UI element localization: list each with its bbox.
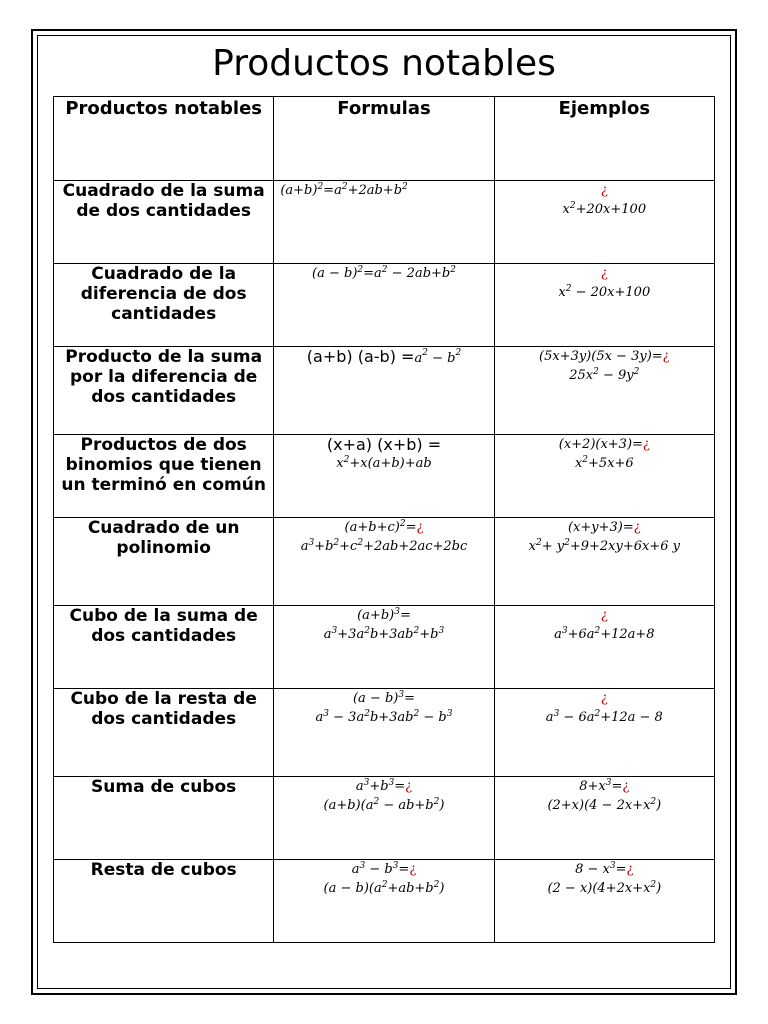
formula-line: $(a+b+c)^2=¿$ [344, 519, 424, 535]
example-cell [494, 264, 714, 347]
products-table [53, 96, 715, 943]
product-name: Cubo de la resta de dos cantidades [54, 689, 274, 777]
page-title: Productos notables [212, 43, 556, 84]
formula-prefix: (a+b) (a-b) = [306, 347, 415, 366]
table-row [54, 435, 715, 518]
example-cell [494, 606, 714, 689]
example-line: $(2+x)(4 - 2x+x^2)$ [547, 797, 662, 813]
example-line: $25x^2 - 9y^2$ [569, 367, 640, 383]
example-cell [494, 689, 714, 777]
formula-line: $(a+b)(a^2 - ab+b^2)$ [323, 797, 445, 813]
formula-line: $a^3+b^2+c^2+2ab+2ac+2bc$ [300, 538, 468, 554]
formula-line: $(a+b)^3=$ [357, 607, 411, 623]
product-name: Cubo de la suma de dos cantidades [54, 606, 274, 689]
formula-line: $a^2 - b^2$ [414, 348, 462, 366]
formula-line: $(a - b)^3=$ [352, 690, 415, 706]
formula-cell [274, 347, 494, 435]
table-row [54, 777, 715, 860]
table-row [54, 689, 715, 777]
table-row [54, 347, 715, 435]
header-examples: Ejemplos [494, 97, 714, 181]
example-cell [494, 518, 714, 606]
example-line: ¿ [600, 608, 608, 623]
product-name: Resta de cubos [54, 860, 274, 943]
table-row [54, 606, 715, 689]
formula-prefix: (x+a) (x+b) = [326, 435, 442, 454]
example-cell [494, 860, 714, 943]
example-cell [494, 435, 714, 518]
example-line: $a^3 - 6a^2+12a - 8$ [545, 709, 663, 725]
example-line: $x^2 - 20x+100$ [558, 284, 651, 300]
product-name: Cuadrado de un polinomio [54, 518, 274, 606]
product-name: Producto de la suma por la diferencia de dos cantidades [54, 347, 274, 435]
table-row [54, 181, 715, 264]
formula-line: $(a - b)^2=a^2 - 2ab+b^2$ [312, 265, 456, 281]
example-line: (x+y+3)=¿ [567, 520, 641, 535]
example-line: $a^3+6a^2+12a+8$ [554, 626, 655, 642]
example-line: ¿ [600, 183, 608, 198]
formula-line: $a^3 - 3a^2b+3ab^2 - b^3$ [315, 709, 453, 725]
formula-cell [274, 606, 494, 689]
example-line: $x^2+ y^2+9+2xy+6x+6$ y [528, 538, 680, 554]
formula-line: $a^3$ − $b^3=¿$ [351, 861, 417, 877]
product-name: Productos de dos binomios que tienen un terminó en común [54, 435, 274, 518]
example-line: (5x+3y)(5x − 3y)=¿ [539, 349, 670, 364]
formula-cell [274, 518, 494, 606]
example-line: $8 - x^3=¿$ [575, 861, 634, 877]
formula-cell [274, 264, 494, 347]
product-name: Cuadrado de la diferencia de dos cantidades [54, 264, 274, 347]
example-cell [494, 181, 714, 264]
table-row [54, 518, 715, 606]
product-name: Cuadrado de la suma de dos cantidades [54, 181, 274, 264]
table-row [54, 264, 715, 347]
formula-line: $(a+b)^2=a^2+2ab+b^2$ [280, 182, 408, 198]
example-line: ¿ [600, 266, 608, 281]
formula-cell [274, 181, 494, 264]
product-name: Suma de cubos [54, 777, 274, 860]
example-line: $x^2+5x+6$ [574, 455, 634, 471]
formula-line: $(a - b)(a^2+ab+b^2)$ [323, 880, 445, 896]
example-line: $8+x^3=¿$ [579, 778, 630, 794]
header-row [54, 97, 715, 181]
formula-line: $a^3+3a^2b+3ab^2+b^3$ [323, 626, 445, 642]
example-line: (x+2)(x+3)=¿ [558, 437, 650, 452]
formula-cell [274, 689, 494, 777]
formula-cell [274, 435, 494, 518]
example-line: ¿ [600, 691, 608, 706]
example-cell [494, 777, 714, 860]
example-cell [494, 347, 714, 435]
header-formulas: Formulas [274, 97, 494, 181]
formula-cell [274, 777, 494, 860]
formula-cell [274, 860, 494, 943]
table-row [54, 860, 715, 943]
formula-line: $a^3+b^3=¿$ [355, 778, 413, 794]
example-line: $(2 - x)(4+2x+x^2)$ [547, 880, 662, 896]
formula-line: $x^2+x(a+b)+ab$ [336, 455, 432, 471]
example-line: $x^2+20x+100$ [562, 201, 647, 217]
header-products: Productos notables [54, 97, 274, 181]
